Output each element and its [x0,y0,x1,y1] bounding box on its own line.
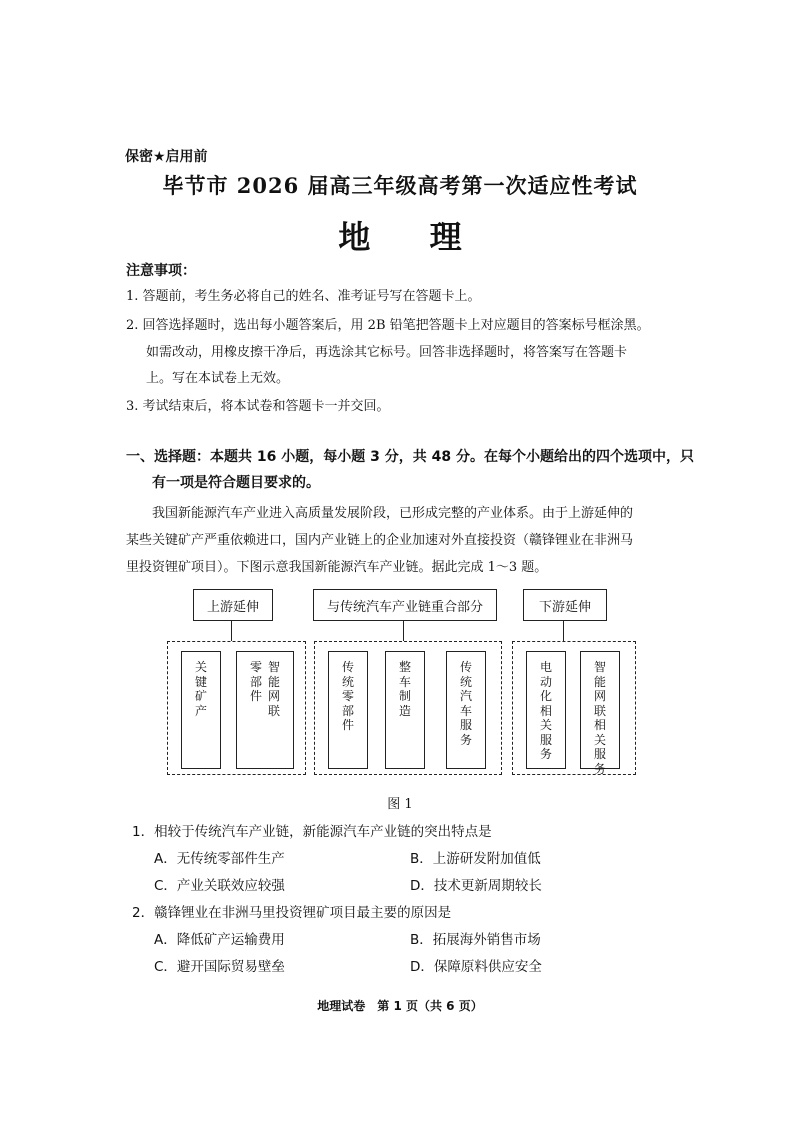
box-label: 传 统 零 部 件 [341,660,354,732]
box-smart-connected-services [580,651,620,776]
connector-downstream [563,620,564,641]
header-overlap: 与传统汽车产业链重合部分 [313,589,497,621]
subject-title: 地 理 [338,218,486,256]
section-heading: 一、选择题：本题共 16 小题，每小题 3 分，共 48 分。在每个小题给出的四个选项中，只 [126,449,694,465]
connector-overlap [403,620,404,641]
box-label: 关 键 矿 产 [194,660,207,718]
header-upstream: 上游延伸 [193,589,273,621]
question-2-option-c: C．避开国际贸易壁垒 [154,959,285,975]
question-2-option-b: B．拓展海外销售市场 [410,932,541,948]
confidential-label: 保密★启用前 [125,149,208,165]
passage-line-2: 某些关键矿产严重依赖进口，国内产业链上的企业加速对外直接投资（赣锋锂业在非洲马 [126,533,634,548]
question-2-stem: 2．赣锋锂业在非洲马里投资锂矿项目最主要的原因是 [132,905,452,921]
figure-caption: 图 1 [387,797,413,812]
box-smart-connected-parts [236,651,294,769]
notice-heading: 注意事项： [126,263,196,279]
question-1-option-c: C．产业关联效应较强 [154,878,285,894]
notice-item-2-cont2: 上。写在本试卷上无效。 [146,371,290,386]
box-vehicle-manufacturing [385,651,425,769]
box-label: 整 车 制 造 [398,660,411,718]
page-footer: 地理试卷 第 1 页（共 6 页） [317,999,483,1013]
passage-line-3: 里投资锂矿项目）。下图示意我国新能源汽车产业链。据此完成 1～3 题。 [126,560,548,575]
box-key-minerals [181,651,221,769]
box-label: 传 统 汽 车 服 务 [459,660,472,747]
connector-upstream [231,620,232,641]
box-label: 智 能 网 联 相 关 服 务 [593,660,606,776]
box-electrification-services [526,651,566,769]
notice-item-2-cont: 如需改动，用橡皮擦干净后，再选涂其它标号。回答非选择题时，将答案写在答题卡 [146,345,628,360]
question-2-option-d: D．保障原料供应安全 [410,959,542,975]
question-1-option-b: B．上游研发附加值低 [410,851,541,867]
question-2-option-a: A．降低矿产运输费用 [154,932,285,948]
notice-item-2: 2. 回答选择题时，选出每小题答案后，用 2B 铅笔把答题卡上对应题目的答案标号框涂黑。 [126,318,650,333]
notice-item-1: 1. 答题前，考生务必将自己的姓名、准考证号写在答题卡上。 [126,289,481,304]
box-traditional-services [446,651,486,769]
question-1-option-d: D．技术更新周期较长 [410,878,542,894]
box-label: 电 动 化 相 关 服 务 [539,660,552,761]
exam-title: 毕节市 2026 届高三年级高考第一次适应性考试 [162,173,638,198]
question-1-option-a: A．无传统零部件生产 [154,851,285,867]
section-heading-cont: 有一项是符合题目要求的。 [152,475,320,491]
box-traditional-parts [328,651,368,769]
passage-line-1: 我国新能源汽车产业进入高质量发展阶段，已形成完整的产业体系。由于上游延伸的 [152,506,634,521]
notice-item-3: 3. 考试结束后，将本试卷和答题卡一并交回。 [126,399,390,414]
question-1-stem: 1．相较于传统汽车产业链，新能源汽车产业链的突出特点是 [132,824,492,840]
header-downstream: 下游延伸 [523,589,607,621]
box-label: 智 能 网 联 零 部 件 [249,660,281,718]
